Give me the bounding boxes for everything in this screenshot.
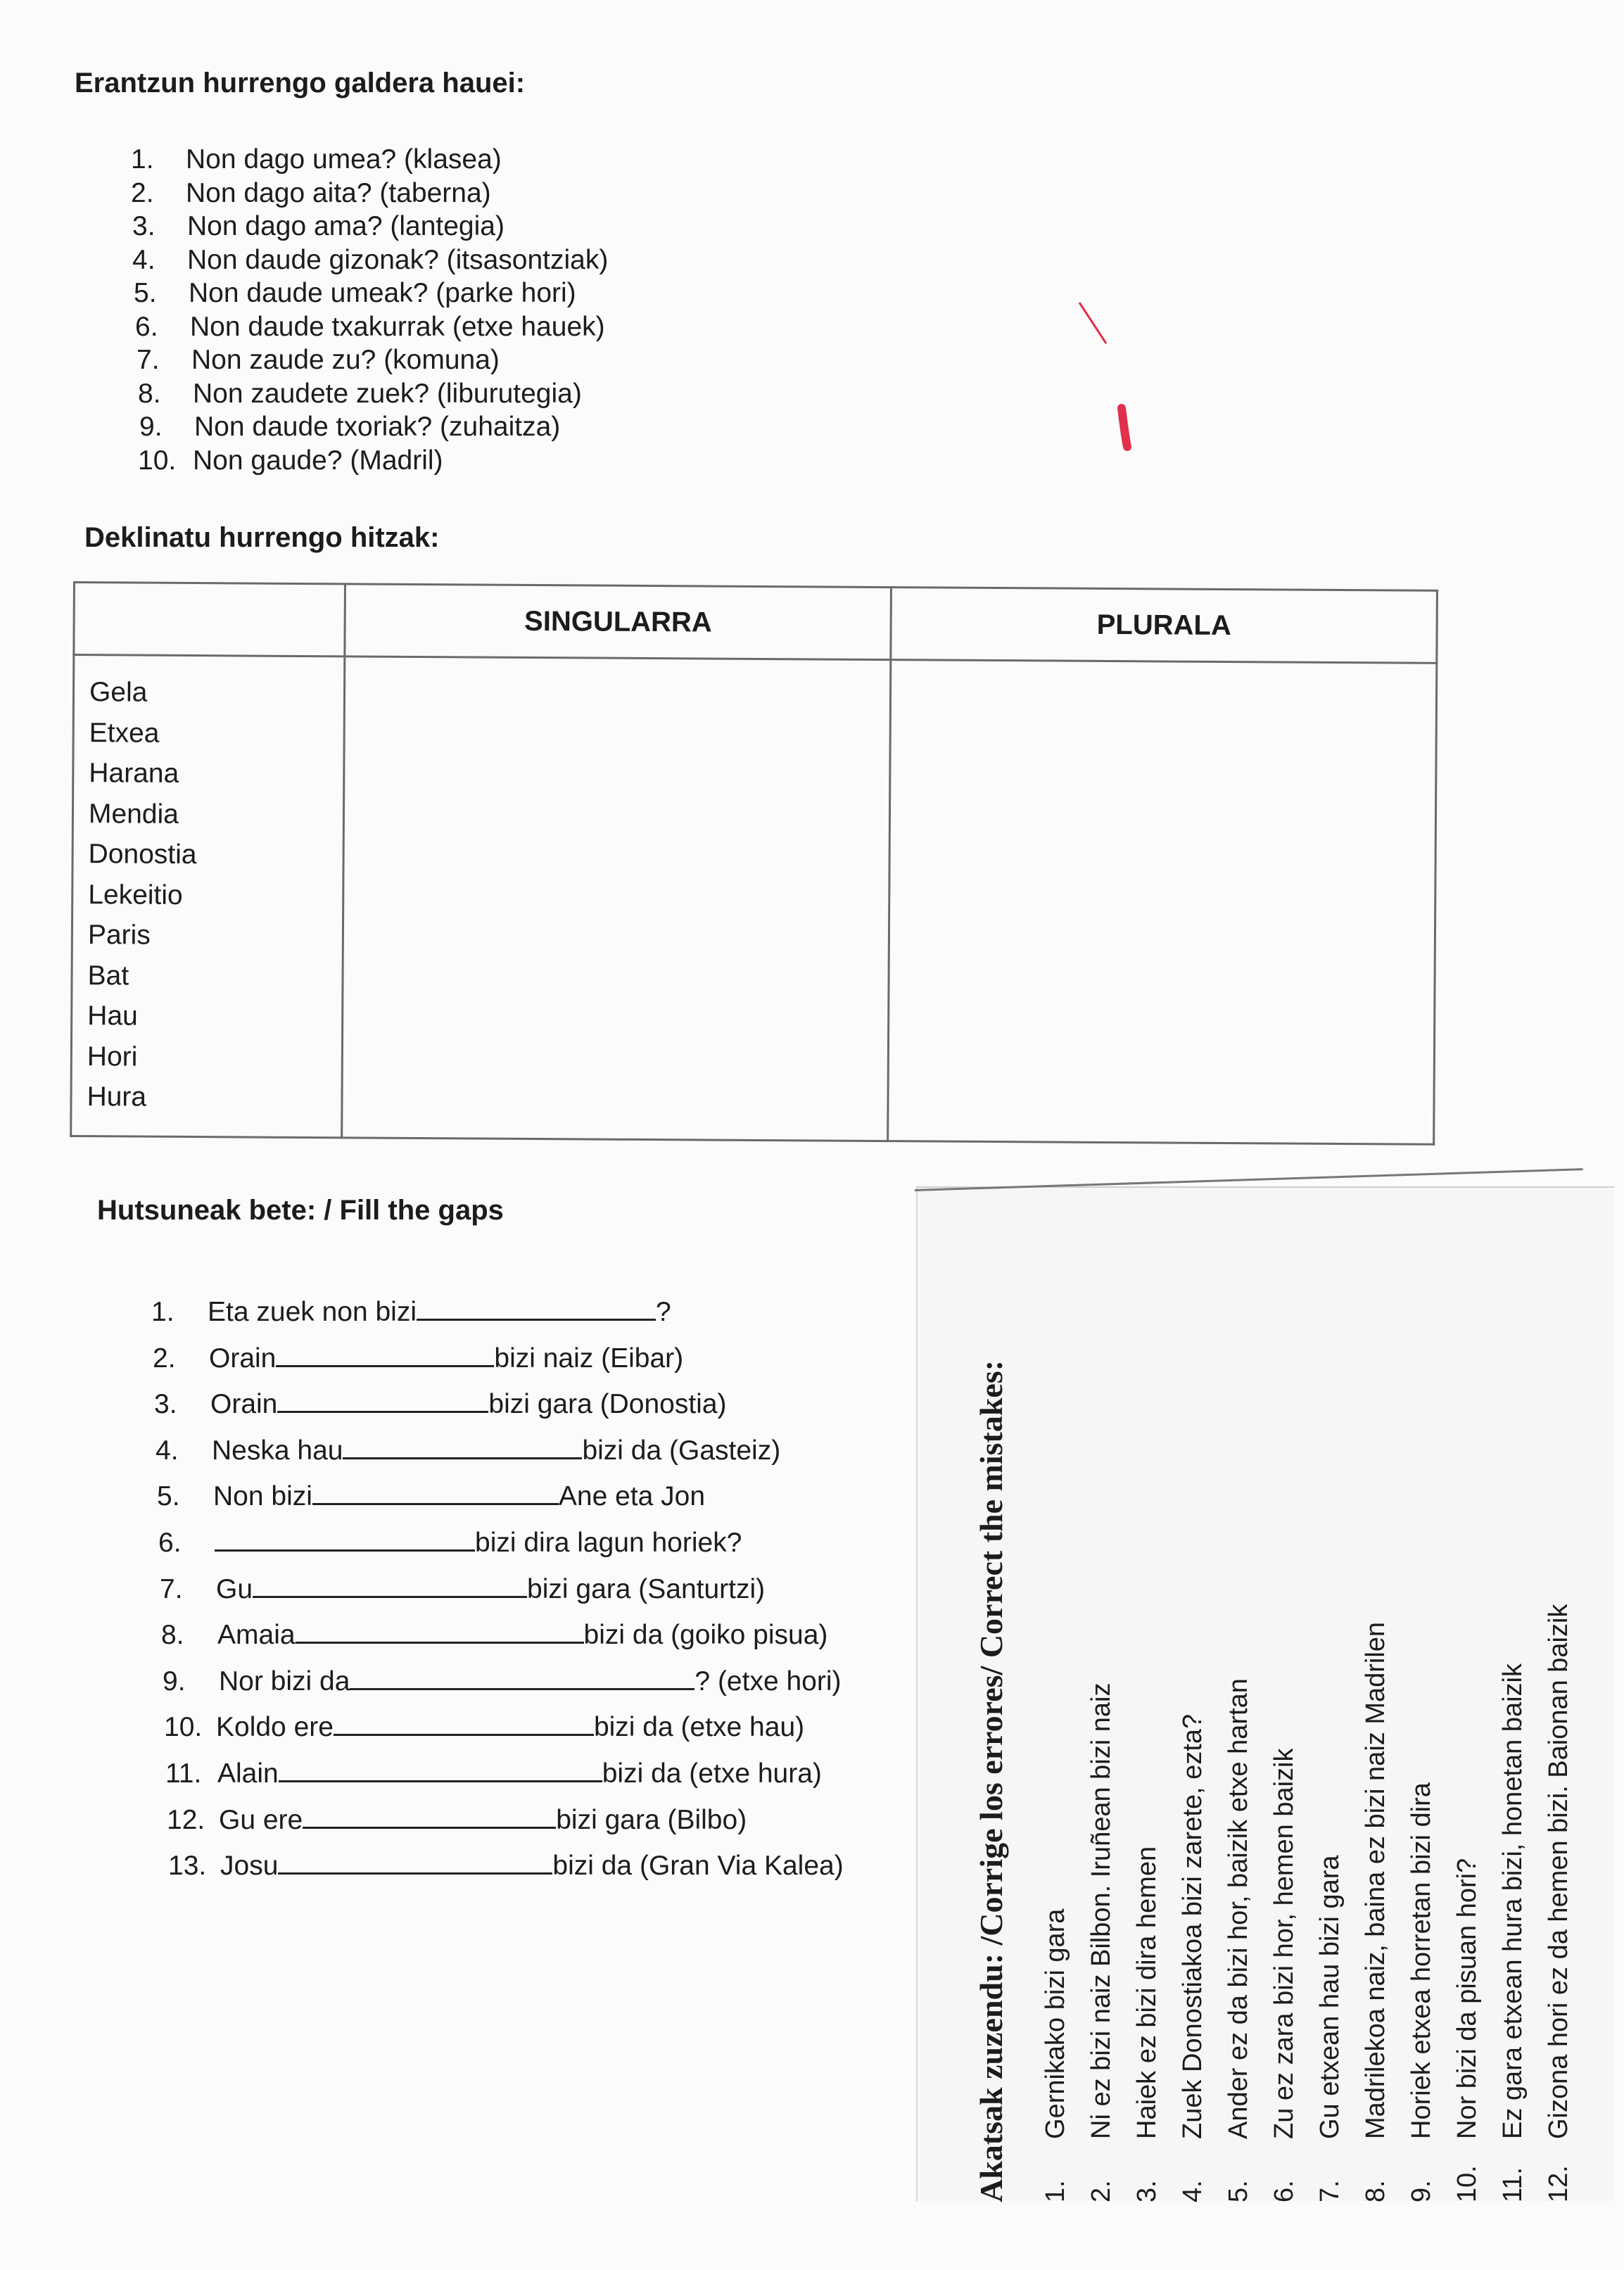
gap-number: 11.: [165, 1758, 202, 1789]
mistake-number: 3.: [1132, 2180, 1162, 2202]
gap-item: [154, 1387, 727, 1420]
gap-number: 2.: [153, 1343, 176, 1374]
mistake-text: Madrilekoa naiz, baina ez bizi naiz Madrilen: [1361, 1621, 1390, 2139]
gap-blank[interactable]: [278, 1849, 552, 1875]
gap-number: 12.: [167, 1804, 205, 1835]
mistake-text: Gu etxean hau bizi gara: [1315, 1855, 1345, 2139]
gap-text-before: Nor bizi da: [219, 1666, 350, 1697]
gap-number: 6.: [158, 1528, 182, 1558]
mistake-text: Zu ez zara bizi hor, hemen baizik: [1269, 1748, 1299, 2139]
mistake-item: [1262, 1203, 1307, 2202]
gap-text-after: bizi dira lagun horiek?: [475, 1528, 742, 1558]
gap-item: [163, 1664, 842, 1697]
question-item: [131, 144, 502, 175]
question-text: Non daude txakurrak (etxe hauek): [190, 311, 605, 342]
mistake-item: [1353, 1203, 1399, 2202]
question-item: [131, 178, 491, 209]
mistake-item: [1124, 1203, 1170, 2202]
mistake-number: 6.: [1269, 2180, 1299, 2202]
gap-item: [165, 1756, 822, 1789]
gap-item: [156, 1433, 780, 1466]
mistake-text: Haiek ez bizi dira hemen: [1132, 1846, 1162, 2139]
gap-text-before: Eta zuek non bizi: [208, 1297, 417, 1327]
gap-text-after: Ane eta Jon: [558, 1481, 706, 1512]
question-number: 2.: [131, 177, 154, 208]
question-item: [139, 412, 560, 443]
declension-word: Hura: [87, 1082, 147, 1112]
singular-header: SINGULARRA: [345, 584, 891, 660]
plural-header: PLURALA: [891, 588, 1437, 664]
mistake-item: [1170, 1203, 1216, 2202]
declension-word: Lekeitio: [88, 879, 183, 911]
mistake-item: [1216, 1203, 1262, 2202]
gap-blank[interactable]: [215, 1526, 475, 1552]
gap-text-before: Gu: [216, 1573, 253, 1604]
declension-word: Donostia: [88, 839, 197, 870]
mistake-item: [1536, 1203, 1582, 2202]
red-pen-mark: [1077, 296, 1133, 464]
question-text: Non daude gizonak? (itsasontziak): [187, 244, 609, 275]
gap-item: [158, 1526, 742, 1559]
mistake-number: 11.: [1498, 2167, 1528, 2202]
gap-text-before: Josu: [220, 1851, 279, 1882]
question-text: Non zaudete zuek? (liburutegia): [193, 378, 582, 409]
gap-blank[interactable]: [279, 1756, 602, 1782]
mistake-text: Zuek Donostiakoa bizi zarete, ezta?: [1178, 1713, 1207, 2139]
gap-text-before: Gu ere: [219, 1804, 303, 1835]
table-corner-cell: [74, 583, 345, 657]
mistake-number: 9.: [1407, 2180, 1436, 2202]
declension-word: Harana: [89, 758, 179, 789]
declension-word: Hori: [87, 1041, 138, 1072]
declension-word: Etxea: [89, 717, 160, 749]
declension-word: Bat: [87, 960, 129, 991]
mistake-item: [1033, 1203, 1079, 2202]
mistake-item: [1445, 1203, 1490, 2202]
gap-item: [151, 1295, 671, 1328]
gap-item: [157, 1479, 705, 1512]
gap-number: 13.: [168, 1851, 207, 1882]
question-text: Non gaude? (Madril): [193, 445, 443, 476]
singular-answer-cell[interactable]: [342, 657, 891, 1141]
question-number: 4.: [132, 244, 156, 275]
section2-heading: Deklinatu hurrengo hitzak:: [84, 522, 440, 553]
mistake-number: 10.: [1452, 2165, 1482, 2202]
question-item: [138, 445, 443, 476]
mistake-text: Ez gara etxean hura bizi, honetan baizik: [1498, 1663, 1528, 2139]
mistake-item: [1399, 1203, 1445, 2202]
mistake-text: Ni ez bizi naiz Bilbon. Iruñean bizi naiz: [1086, 1682, 1116, 2139]
mistake-number: 4.: [1178, 2180, 1207, 2202]
gap-text-before: Koldo ere: [216, 1712, 334, 1743]
gap-number: 7.: [160, 1573, 183, 1604]
question-text: Non zaude zu? (komuna): [191, 345, 500, 375]
declension-word: Gela: [89, 677, 148, 708]
gap-text-after: bizi gara (Donostia): [488, 1389, 727, 1420]
section4-heading: Akatsak zuzendu: /Corrige los errores/ Correct the mistakes:: [973, 1359, 1009, 2202]
gap-text-before: Alain: [217, 1758, 279, 1789]
gap-text-after: bizi da (etxe hura): [602, 1758, 822, 1789]
gap-blank[interactable]: [276, 1341, 494, 1367]
gap-blank[interactable]: [312, 1479, 559, 1505]
mistake-number: 2.: [1086, 2180, 1116, 2202]
question-number: 8.: [138, 378, 161, 409]
question-text: Non dago ama? (lantegia): [187, 211, 505, 241]
gap-number: 3.: [154, 1389, 177, 1420]
mistake-text: Ander ez da bizi hor, baizik etxe hartan: [1224, 1678, 1253, 2139]
gap-item: [168, 1849, 844, 1882]
mistake-item: [1307, 1203, 1353, 2202]
gap-text-after: bizi da (goiko pisua): [583, 1620, 828, 1651]
question-number: 1.: [131, 144, 154, 175]
question-item: [138, 379, 582, 410]
question-number: 9.: [139, 412, 163, 442]
question-text: Non dago umea? (klasea): [186, 144, 502, 175]
gap-text-before: Orain: [210, 1389, 278, 1420]
gap-text-before: Amaia: [217, 1620, 296, 1651]
mistake-item: [1490, 1203, 1536, 2202]
question-number: 5.: [134, 278, 157, 308]
gap-text-after: bizi da (Gasteiz): [582, 1435, 781, 1466]
gap-blank[interactable]: [350, 1664, 694, 1690]
mistake-number: 8.: [1361, 2180, 1390, 2202]
gap-blank[interactable]: [417, 1295, 656, 1321]
gap-number: 4.: [156, 1435, 179, 1466]
mistake-text: Gernikako bizi gara: [1041, 1908, 1070, 2139]
section3-heading: Hutsuneak bete: / Fill the gaps: [97, 1195, 504, 1226]
gap-number: 8.: [161, 1620, 184, 1651]
declension-word: Hau: [87, 1001, 138, 1032]
mistake-text: Nor bizi da pisuan hori?: [1452, 1858, 1482, 2139]
mistakes-list: [1033, 1203, 1582, 2202]
gap-item: [160, 1572, 765, 1605]
gap-text-after: ? (etxe hori): [694, 1666, 842, 1697]
gap-text-after: bizi naiz (Eibar): [494, 1343, 684, 1374]
gap-blank[interactable]: [343, 1433, 582, 1459]
question-text: Non daude txoriak? (zuhaitza): [194, 412, 561, 442]
gap-text-before: Orain: [209, 1343, 277, 1374]
question-text: Non daude umeak? (parke hori): [189, 278, 576, 308]
gap-text-after: bizi gara (Bilbo): [556, 1804, 747, 1835]
mistake-item: [1079, 1203, 1124, 2202]
gap-number: 1.: [151, 1297, 175, 1327]
declension-word: Mendia: [88, 798, 179, 830]
question-number: 6.: [135, 311, 158, 342]
mistake-text: Horiek etxea horretan bizi dira: [1407, 1782, 1436, 2139]
question-number: 10.: [138, 445, 177, 476]
gap-item: [153, 1341, 683, 1374]
question-item: [137, 345, 500, 376]
gap-text-after: bizi gara (Santurtzi): [527, 1573, 766, 1604]
gap-text-after: ?: [656, 1297, 671, 1327]
question-item: [134, 278, 576, 309]
gap-blank[interactable]: [303, 1803, 556, 1829]
gap-text-after: bizi da (Gran Via Kalea): [552, 1851, 844, 1882]
gap-blank[interactable]: [253, 1572, 527, 1598]
mistake-number: 1.: [1041, 2180, 1070, 2202]
plural-answer-cell[interactable]: [888, 660, 1437, 1145]
section1-heading: Erantzun hurrengo galdera hauei:: [75, 68, 526, 99]
declension-table: [70, 581, 1438, 1146]
question-number: 7.: [137, 345, 160, 375]
question-text: Non dago aita? (taberna): [186, 177, 491, 208]
mistake-number: 5.: [1224, 2180, 1253, 2202]
question-item: [132, 211, 505, 242]
gap-text-before: Non bizi: [213, 1481, 312, 1512]
corrections-panel: [972, 1203, 1620, 2202]
mistake-text: Gizona hori ez da hemen bizi. Baionan baizik: [1544, 1604, 1573, 2139]
gap-blank[interactable]: [334, 1710, 594, 1736]
gap-text-after: bizi da (etxe hau): [593, 1712, 805, 1743]
gap-text-before: Neska hau: [212, 1435, 343, 1466]
gap-number: 9.: [163, 1666, 186, 1697]
gap-blank[interactable]: [296, 1618, 584, 1644]
mistake-number: 12.: [1544, 2165, 1573, 2202]
gap-blank[interactable]: [277, 1387, 488, 1413]
gap-number: 5.: [157, 1481, 180, 1512]
gap-item: [164, 1710, 804, 1743]
declension-word: Paris: [87, 920, 151, 951]
question-item: [132, 245, 608, 276]
words-cell: [71, 655, 345, 1138]
question-item: [135, 312, 605, 343]
gap-number: 10.: [164, 1712, 203, 1743]
mistake-number: 7.: [1315, 2180, 1345, 2202]
gap-item: [167, 1803, 747, 1836]
gap-item: [161, 1618, 827, 1651]
question-number: 3.: [132, 211, 156, 241]
